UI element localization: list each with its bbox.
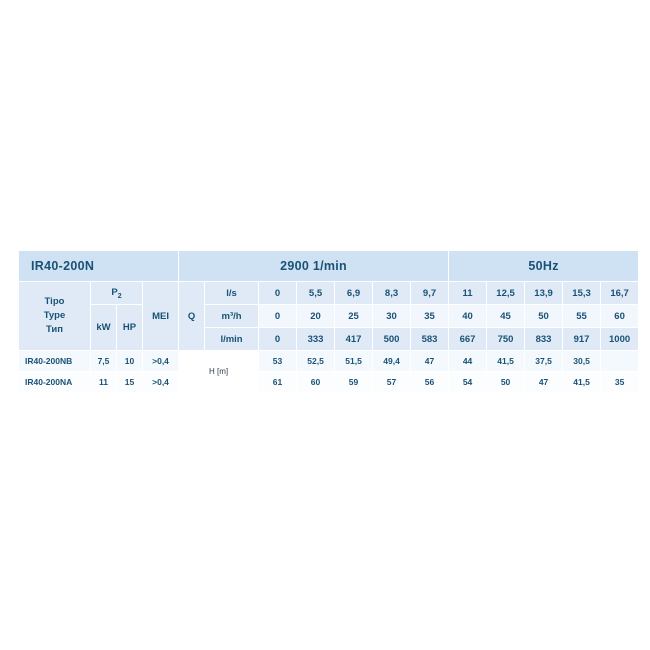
unit-lmin: l/min <box>205 328 259 351</box>
flow-lmin-1: 333 <box>297 328 335 351</box>
head-unit-label: H [m] <box>179 351 259 393</box>
flow-ls-2: 6,9 <box>335 282 373 305</box>
p2-subscript: 2 <box>117 292 122 300</box>
row-head-0-4: 47 <box>411 351 449 372</box>
flow-ls-3: 8,3 <box>373 282 411 305</box>
speed-title: 2900 1/min <box>179 251 449 282</box>
type-label-en: Type <box>43 310 66 322</box>
row-head-1-4: 56 <box>411 372 449 393</box>
flow-m3h-9: 60 <box>601 305 639 328</box>
flow-lmin-3: 500 <box>373 328 411 351</box>
row-mei-0: >0,4 <box>143 351 179 372</box>
flow-m3h-8: 55 <box>563 305 601 328</box>
table-row <box>19 351 639 372</box>
flow-ls-1: 5,5 <box>297 282 335 305</box>
row-head-1-2: 59 <box>335 372 373 393</box>
flow-m3h-5: 40 <box>449 305 487 328</box>
flow-lmin-5: 667 <box>449 328 487 351</box>
frequency-title: 50Hz <box>449 251 639 282</box>
row-head-1-5: 54 <box>449 372 487 393</box>
row-head-0-9 <box>601 351 639 372</box>
flow-ls-6: 12,5 <box>487 282 525 305</box>
flow-ls-0: 0 <box>259 282 297 305</box>
model-title: IR40-200N <box>19 251 179 282</box>
flow-lmin-4: 583 <box>411 328 449 351</box>
type-label-ru: Тип <box>45 323 64 335</box>
row-model-0: IR40-200NB <box>19 351 91 372</box>
row-hp-0: 10 <box>117 351 143 372</box>
row-head-1-8: 41,5 <box>563 372 601 393</box>
flow-m3h-7: 50 <box>525 305 563 328</box>
flow-lmin-8: 917 <box>563 328 601 351</box>
flow-lmin-7: 833 <box>525 328 563 351</box>
row-head-1-9: 35 <box>601 372 639 393</box>
row-model-1: IR40-200NA <box>19 372 91 393</box>
row-head-0-8: 30,5 <box>563 351 601 372</box>
flow-m3h-0: 0 <box>259 305 297 328</box>
header-row-m3h <box>19 305 639 328</box>
flow-lmin-6: 750 <box>487 328 525 351</box>
row-head-1-6: 50 <box>487 372 525 393</box>
unit-m3h: m³/h <box>205 305 259 328</box>
row-head-0-5: 44 <box>449 351 487 372</box>
kw-header: kW <box>91 305 117 351</box>
flow-ls-5: 11 <box>449 282 487 305</box>
row-head-0-3: 49,4 <box>373 351 411 372</box>
type-label-it: Tipo <box>44 296 65 308</box>
row-kw-0: 7,5 <box>91 351 117 372</box>
row-head-1-0: 61 <box>259 372 297 393</box>
flow-ls-9: 16,7 <box>601 282 639 305</box>
row-head-1-1: 60 <box>297 372 335 393</box>
flow-m3h-3: 30 <box>373 305 411 328</box>
flow-m3h-4: 35 <box>411 305 449 328</box>
pump-performance-table <box>18 250 639 393</box>
flow-lmin-9: 1000 <box>601 328 639 351</box>
table-row <box>19 372 639 393</box>
row-mei-1: >0,4 <box>143 372 179 393</box>
row-head-0-7: 37,5 <box>525 351 563 372</box>
flow-lmin-2: 417 <box>335 328 373 351</box>
flow-ls-4: 9,7 <box>411 282 449 305</box>
mei-header: MEI <box>143 282 179 351</box>
table-title-row <box>19 251 639 282</box>
flow-m3h-6: 45 <box>487 305 525 328</box>
row-head-0-6: 41,5 <box>487 351 525 372</box>
type-header-cell <box>19 282 91 351</box>
row-head-0-0: 53 <box>259 351 297 372</box>
row-head-1-7: 47 <box>525 372 563 393</box>
row-head-0-2: 51,5 <box>335 351 373 372</box>
header-row-ls <box>19 282 639 305</box>
row-kw-1: 11 <box>91 372 117 393</box>
unit-ls: l/s <box>205 282 259 305</box>
flow-m3h-1: 20 <box>297 305 335 328</box>
flow-m3h-2: 25 <box>335 305 373 328</box>
row-hp-1: 15 <box>117 372 143 393</box>
pump-spec-sheet <box>18 250 632 393</box>
hp-header: HP <box>117 305 143 351</box>
row-head-1-3: 57 <box>373 372 411 393</box>
flow-lmin-0: 0 <box>259 328 297 351</box>
row-head-0-1: 52,5 <box>297 351 335 372</box>
flow-ls-8: 15,3 <box>563 282 601 305</box>
p2-header: $P_2$ <box>91 282 143 305</box>
q-header: Q <box>179 282 205 351</box>
flow-ls-7: 13,9 <box>525 282 563 305</box>
